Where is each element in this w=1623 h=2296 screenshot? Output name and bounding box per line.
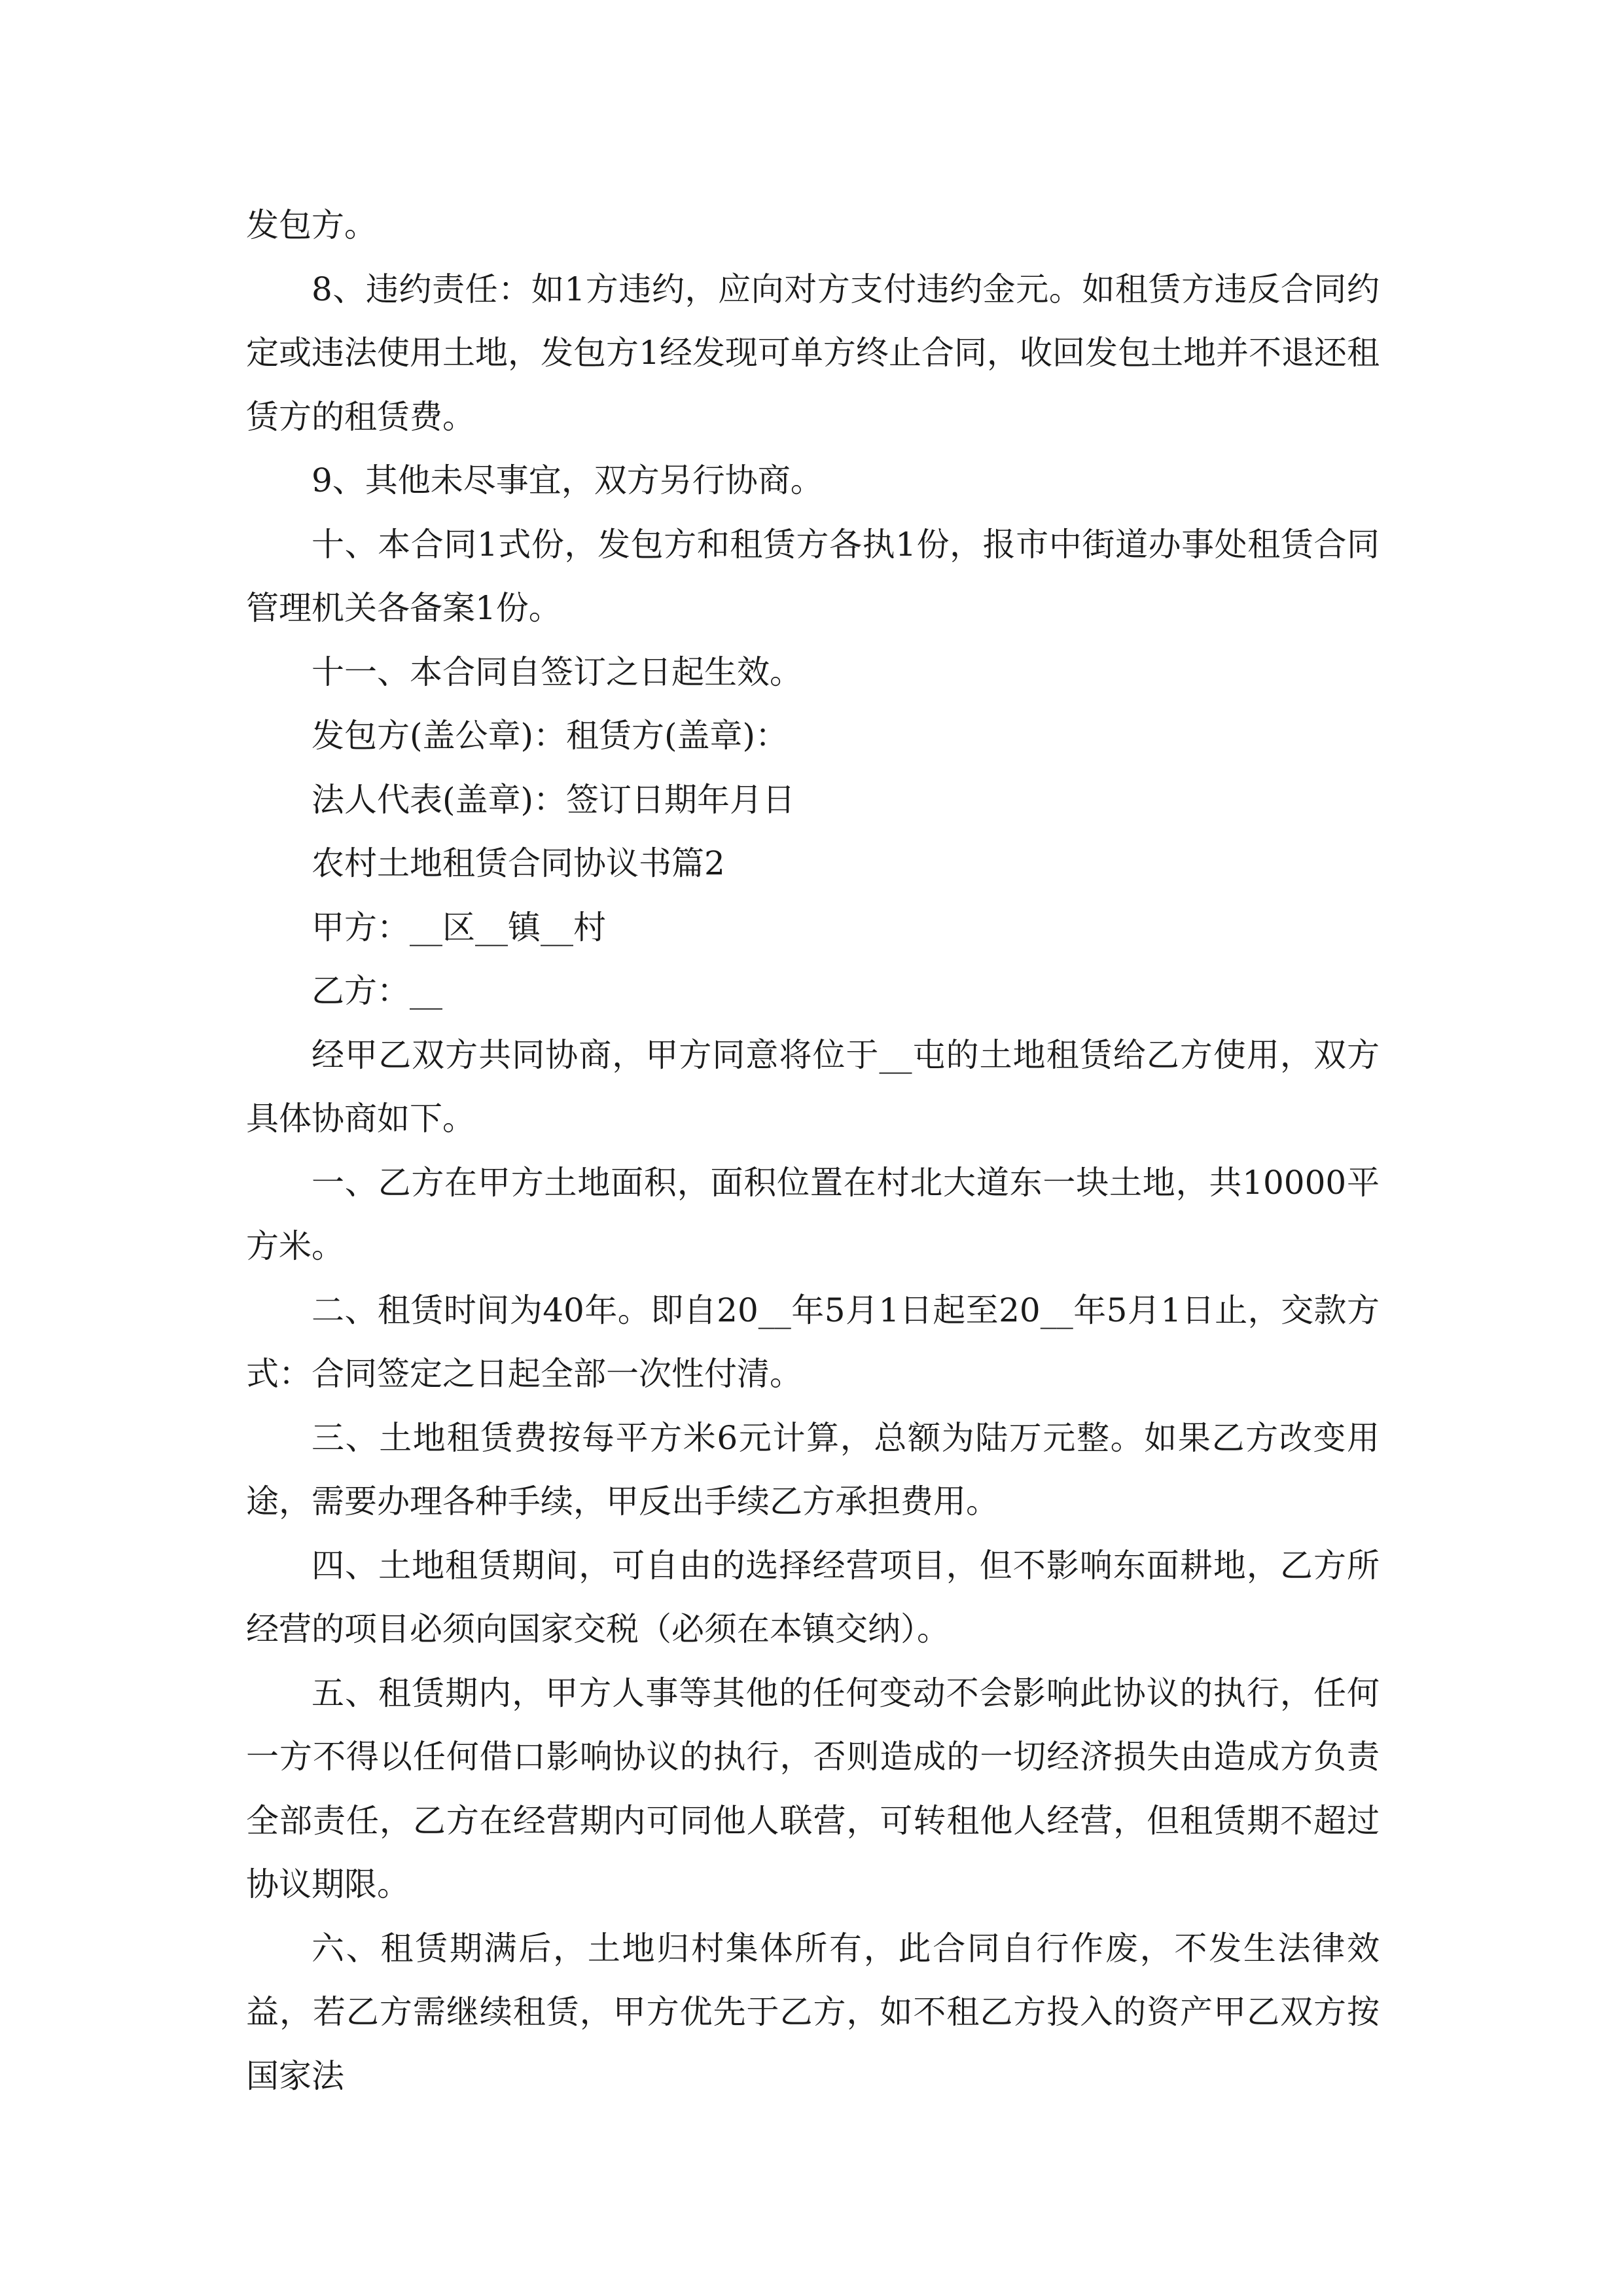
paragraph-article-5: 五、租赁期内，甲方人事等其他的任何变动不会影响此协议的执行，任何一方不得以任何借口影响协议的执行，否则造成的一切经济损失由造成方负责全部责任，乙方在经营期内可同他人联营，可转租他人经营，但租赁期不超过协议期限。: [246, 1674, 1380, 1903]
party-a: 甲方：__区__镇__村: [312, 908, 606, 946]
paragraph-article-6: 六、租赁期满后，土地归村集体所有，此合同自行作废，不发生法律效益，若乙方需继续租赁，甲方优先于乙方，如不租乙方投入的资产甲乙双方按国家法: [246, 1929, 1380, 2095]
party-b: 乙方：__: [312, 972, 442, 1010]
paragraph-clause-11: 十一、本合同自签订之日起生效。: [312, 653, 802, 691]
signature-line-representative: 法人代表(盖章)：签订日期年月日: [312, 780, 796, 819]
paragraph-article-1: 一、乙方在甲方土地面积，面积位置在村北大道东一块土地，共10000平方米。: [246, 1163, 1380, 1265]
paragraph-intro: 经甲乙双方共同协商，甲方同意将位于__屯的土地租赁给乙方使用，双方具体协商如下。: [246, 1035, 1380, 1138]
section-title: 农村土地租赁合同协议书篇2: [312, 844, 725, 882]
paragraph-clause-8: 8、违约责任：如1方违约，应向对方支付违约金元。如租赁方违反合同约定或违法使用土地，发包方1经发现可单方终止合同，收回发包土地并不退还租赁方的租赁费。: [246, 270, 1380, 436]
paragraph-continuation: 发包方。: [246, 206, 377, 244]
paragraph-article-3: 三、土地租赁费按每平方米6元计算，总额为陆万元整。如果乙方改变用途，需要办理各种手续，甲反出手续乙方承担费用。: [246, 1418, 1380, 1520]
paragraph-clause-10: 十、本合同1式份，发包方和租赁方各执1份，报市中街道办事处租赁合同管理机关各备案1份。: [246, 525, 1380, 627]
document-body: [246, 194, 1380, 2108]
paragraph-article-4: 四、土地租赁期间，可自由的选择经营项目，但不影响东面耕地，乙方所经营的项目必须向国家交税（必须在本镇交纳）。: [246, 1546, 1380, 1648]
paragraph-article-2: 二、租赁时间为40年。即自20__年5月1日起至20__年5月1日止，交款方式：合同签定之日起全部一次性付清。: [246, 1291, 1380, 1393]
signature-line-parties: 发包方(盖公章)：租赁方(盖章)：: [312, 717, 789, 755]
paragraph-clause-9: 9、其他未尽事宜，双方另行协商。: [312, 461, 823, 499]
